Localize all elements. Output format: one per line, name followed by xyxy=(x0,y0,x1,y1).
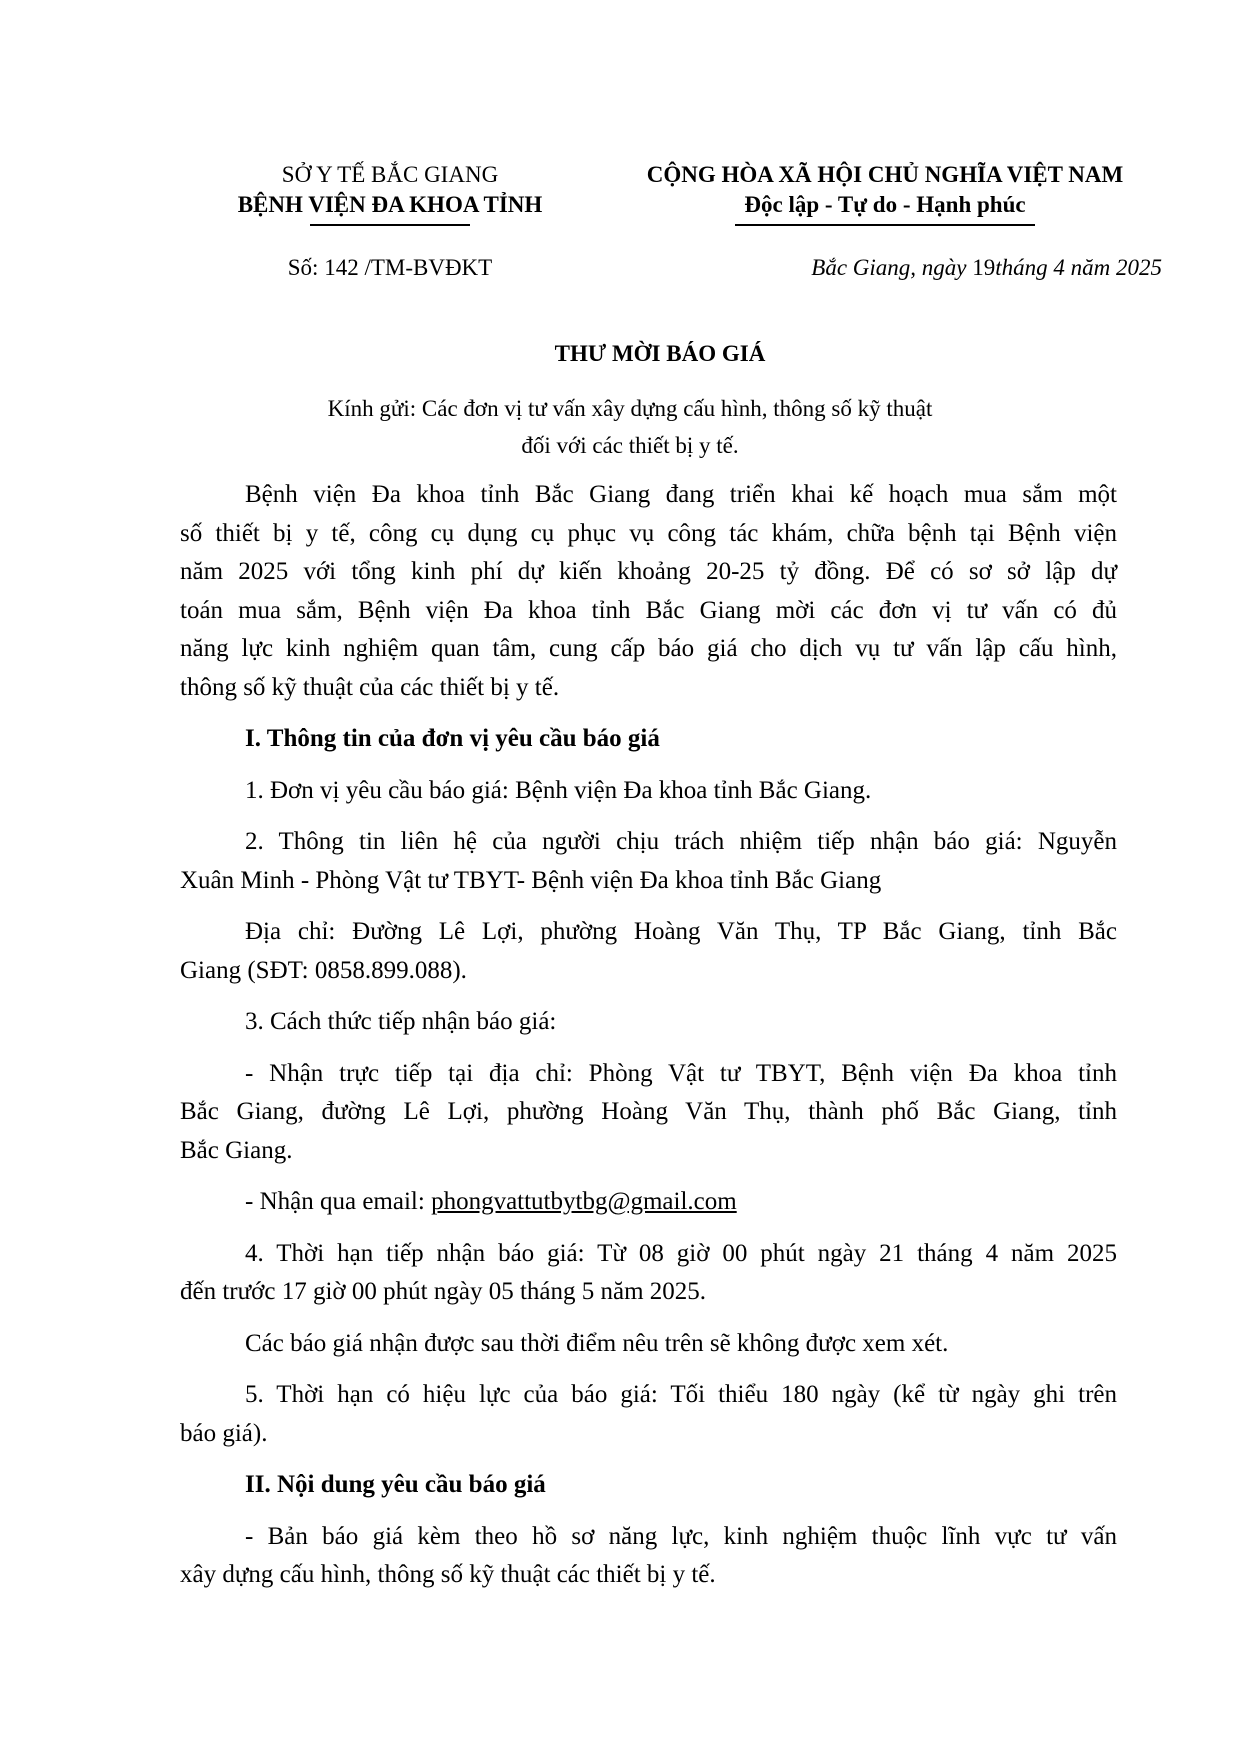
intro-line: Bệnh viện Đa khoa tỉnh Bắc Giang đang triển khai kế hoạch mua sắm một xyxy=(245,481,1117,508)
national-motto: Độc lập - Tự do - Hạnh phúc xyxy=(744,192,1026,217)
agency-name: SỞ Y TẾ BẮC GIANG xyxy=(281,162,499,187)
section-1-item-5 xyxy=(180,1376,1117,1453)
validity-line: báo giá). xyxy=(180,1419,268,1447)
validity-line: 5. Thời hạn có hiệu lực của báo giá: Tối thiểu 180 ngày (kể từ ngày ghi trên xyxy=(245,1381,1117,1408)
deadline-line: 4. Thời hạn tiếp nhận báo giá: Từ 08 giờ 00 phút ngày 21 tháng 4 năm 2025 xyxy=(245,1239,1117,1267)
contact-line: 2. Thông tin liên hệ của người chịu trách nhiệm tiếp nhận báo giá: Nguyễn xyxy=(245,828,1117,855)
unit-name: BỆNH VIỆN ĐA KHOA TỈNH xyxy=(237,192,543,217)
section-1-item-3 xyxy=(180,1003,1117,1042)
motto-underline xyxy=(735,224,1035,226)
intro-paragraph xyxy=(180,476,1117,707)
late-note-text: Các báo giá nhận được sau thời điểm nêu trên sẽ không được xem xét. xyxy=(245,1329,949,1357)
requester-unit: 1. Đơn vị yêu cầu báo giá: Bệnh viện Đa khoa tỉnh Bắc Giang. xyxy=(245,776,872,804)
address-paragraph xyxy=(180,913,1117,990)
intro-line: thông số kỹ thuật của các thiết bị y tế. xyxy=(180,673,560,701)
direct-receipt xyxy=(180,1055,1117,1171)
intro-line: số thiết bị y tế, công cụ dụng cụ phục vụ công tác khám, chữa bệnh tại Bệnh viện xyxy=(180,519,1117,547)
national-header xyxy=(610,160,1160,226)
direct-line: Bắc Giang. xyxy=(180,1136,293,1164)
issuer-block xyxy=(180,160,600,226)
recipient-block xyxy=(180,390,1080,464)
country-name: CỘNG HÒA XÃ HỘI CHỦ NGHĨA VIỆT NAM xyxy=(646,162,1124,187)
section-heading: I. Thông tin của đơn vị yêu cầu báo giá xyxy=(245,725,660,752)
document-number: Số: 142 /TM-BVĐKT xyxy=(287,255,493,280)
section-2-heading xyxy=(180,1466,1117,1505)
requirement-line: xây dựng cấu hình, thông số kỹ thuật các thiết bị y tế. xyxy=(180,1561,716,1588)
email-prefix: - Nhận qua email: xyxy=(245,1188,432,1215)
late-note xyxy=(180,1325,1117,1364)
contact-line: Xuân Minh - Phòng Vật tư TBYT- Bệnh viện Đa khoa tỉnh Bắc Giang xyxy=(180,866,882,894)
document-date xyxy=(610,253,1162,283)
email-link[interactable]: phongvattutbytbg@gmail.com xyxy=(431,1188,737,1215)
deadline-line: đến trước 17 giờ 00 phút ngày 05 tháng 5 năm 2025. xyxy=(180,1278,707,1305)
issuer-underline xyxy=(310,224,470,226)
recipient-line-1: Kính gửi: Các đơn vị tư vấn xây dựng cấu hình, thông số kỹ thuật xyxy=(327,396,933,421)
section-1-item-1 xyxy=(180,772,1117,811)
intro-line: năm 2025 với tổng kinh phí dự kiến khoảng 20-25 tỷ đồng. Để có sơ sở lập dự xyxy=(180,558,1117,585)
date-prefix: Bắc Giang, ngày xyxy=(811,255,967,280)
section-1-heading xyxy=(180,720,1117,759)
email-line xyxy=(180,1183,1117,1222)
direct-line: Bắc Giang, đường Lê Lợi, phường Hoàng Văn Thụ, thành phố Bắc Giang, tỉnh xyxy=(180,1098,1117,1125)
email-receipt xyxy=(180,1183,1117,1222)
section-2-item-1 xyxy=(180,1518,1117,1595)
direct-line: - Nhận trực tiếp tại địa chỉ: Phòng Vật tư TBYT, Bệnh viện Đa khoa tỉnh xyxy=(245,1059,1117,1087)
address-line: Giang (SĐT: 0858.899.088). xyxy=(180,956,467,984)
requirement-line: - Bản báo giá kèm theo hồ sơ năng lực, kinh nghiệm thuộc lĩnh vực tư vấn xyxy=(245,1522,1117,1550)
document-body xyxy=(180,476,1117,1595)
intro-line: toán mua sắm, Bệnh viện Đa khoa tỉnh Bắc Giang mời các đơn vị tư vấn có đủ xyxy=(180,596,1117,624)
recipient-line-2: đối với các thiết bị y tế. xyxy=(521,433,739,458)
document-title: THƯ MỜI BÁO GIÁ xyxy=(554,341,766,366)
section-1-item-2 xyxy=(180,823,1117,900)
section-heading: II. Nội dung yêu cầu báo giá xyxy=(245,1471,546,1498)
receipt-method: 3. Cách thức tiếp nhận báo giá: xyxy=(245,1008,557,1035)
date-suffix: tháng 4 năm 2025 xyxy=(995,255,1162,280)
address-line: Địa chỉ: Đường Lê Lợi, phường Hoàng Văn Thụ, TP Bắc Giang, tỉnh Bắc xyxy=(245,918,1117,945)
section-1-item-4 xyxy=(180,1235,1117,1312)
intro-line: năng lực kinh nghiệm quan tâm, cung cấp báo giá cho dịch vụ tư vấn lập cấu hình, xyxy=(180,635,1117,662)
date-day: 19 xyxy=(972,255,996,280)
